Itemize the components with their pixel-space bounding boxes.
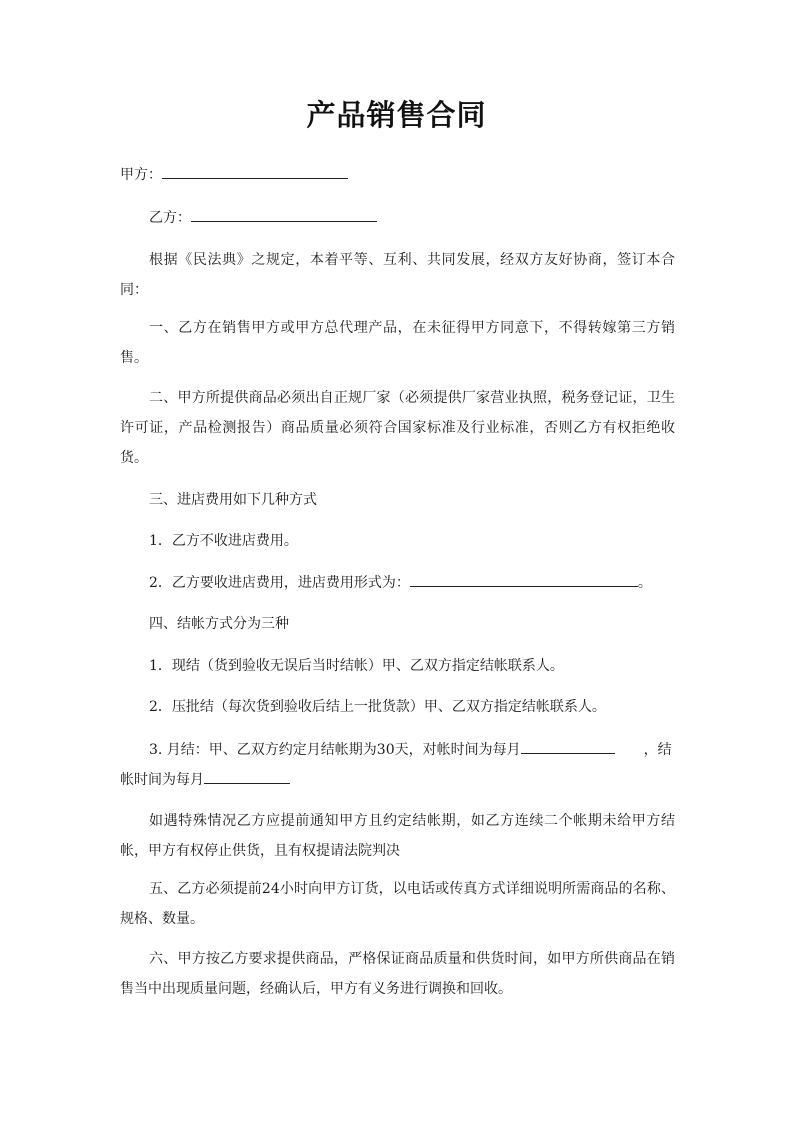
entry-fee-form-blank — [410, 571, 638, 587]
clause-4-heading: 四、结帐方式分为三种 — [149, 616, 289, 632]
clause-3-item-2-text: 2．乙方要收进店费用，进店费用形式为： — [149, 575, 410, 591]
clause-4-item-3-middle: ，结 — [643, 742, 672, 758]
clause-1: 一、乙方在销售甲方或甲方总代理产品，在未征得甲方同意下，不得转嫁第三方销售。 — [120, 320, 675, 366]
clause-4-item-2: 2．压批结（每次货到验收后结上一批货款）甲、乙双方指定结帐联系人。 — [149, 699, 606, 715]
preamble-paragraph: 根据《民法典》之规定，本着平等、互利、共同发展，经双方友好协商，签订本合同： — [120, 252, 675, 298]
clause-2: 二、甲方所提供商品必须出自正规厂家（必须提供厂家营业执照，税务登记证，卫生许可证，产品检测报告）商品质量必须符合国家标准及行业标准，否则乙方有权拒绝收货。 — [120, 390, 675, 466]
clause-3-item-2-end: 。 — [637, 575, 652, 591]
special-note-paragraph: 如遇特殊情况乙方应提前通知甲方且约定结帐期，如乙方连续二个帐期未给甲方结帐，甲方有权停止供货，且有权提请法院判决 — [120, 813, 675, 859]
reconcile-date-blank — [521, 738, 615, 754]
party-a-line — [120, 160, 675, 190]
clause-3-item-1: 1．乙方不收进店费用。 — [149, 533, 298, 549]
clause-4-item-3-line-1 — [120, 735, 675, 765]
party-b-line — [149, 203, 704, 233]
clause-4-item-1: 1．现结（货到验收无误后当时结帐）甲、乙双方指定结帐联系人。 — [149, 658, 564, 674]
clause-3-item-2 — [120, 568, 675, 598]
party-b-label: 乙方： — [149, 210, 191, 226]
clause-4-item-3-line-2-text: 帐时间为每月 — [120, 772, 204, 788]
clause-3-heading: 三、进店费用如下几种方式 — [149, 492, 317, 508]
party-b-blank — [191, 206, 377, 222]
party-a-label: 甲方： — [120, 167, 162, 183]
party-a-blank — [162, 163, 348, 179]
clause-5: 五、乙方必须提前24小时向甲方订货，以电话或传真方式详细说明所需商品的名称、规格、数量。 — [120, 881, 675, 927]
clause-4-item-3-line-2 — [120, 765, 675, 795]
clause-6: 六、甲方按乙方要求提供商品，严格保证商品质量和供货时间，如甲方所供商品在销售当中出现质量问题，经确认后，甲方有义务进行调换和回收。 — [120, 951, 675, 997]
clause-4-item-3-text: 3. 月结：甲、乙双方约定月结帐期为30天，对帐时间为每月 — [149, 742, 521, 758]
document-title: 产品销售合同 — [306, 98, 487, 132]
settlement-date-blank — [204, 768, 290, 784]
